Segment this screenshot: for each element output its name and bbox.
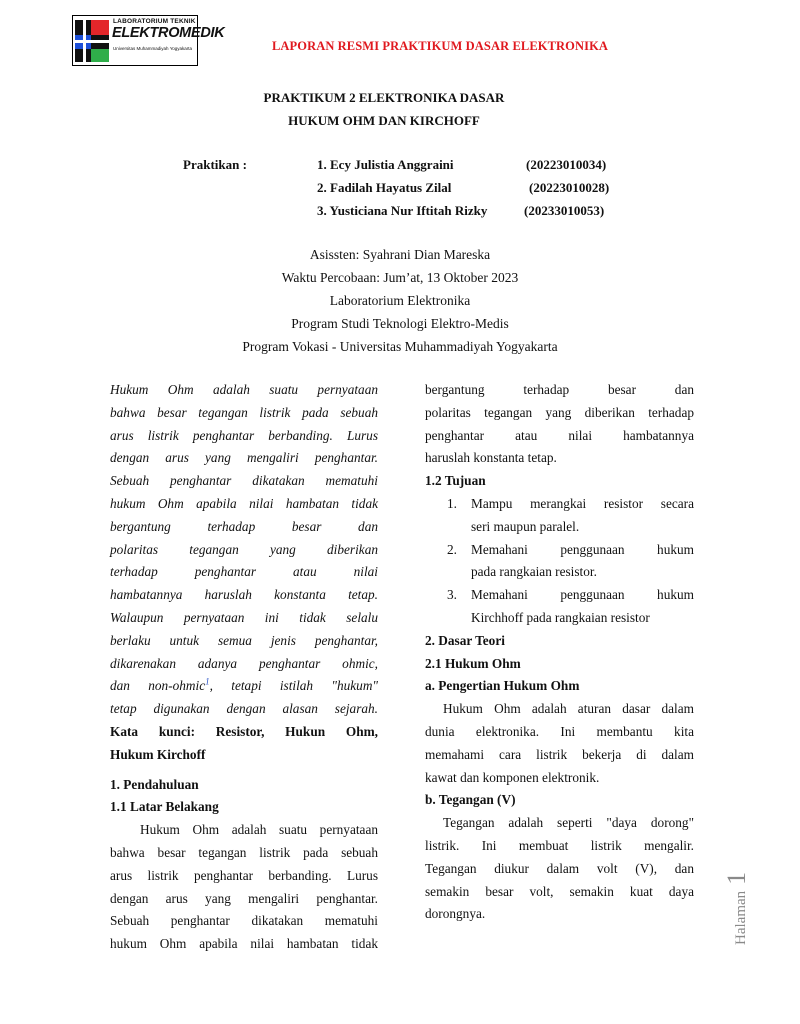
list-item: 2. Memahani penggunaan hukum pada rangkaian resistor.	[447, 541, 694, 580]
body-line: penghantar atau nilai hambatannya	[425, 427, 694, 443]
keywords-line: Kata kunci: Resistor, Hukun Ohm,	[110, 723, 378, 739]
list-item: 1. Mampu merangkai resistor secara seri maupun paralel.	[447, 495, 694, 534]
laboratory-name: Laboratorium Elektronika	[329, 293, 471, 308]
body-line: bahwa besar tegangan listrik pada sebuah	[110, 844, 378, 860]
abstract-line: terhadap penghantar atau nilai	[110, 564, 378, 580]
lab-logo	[72, 15, 225, 66]
body-line: dengan arus yang mengaliri penghantar.	[110, 890, 378, 906]
body-line: hukum Ohm apabila nilai hambatan tidak	[110, 936, 378, 952]
abstract-line: tetap digunakan dengan alasan sejarah.	[110, 701, 378, 717]
keywords-line: Hukum Kirchoff	[110, 746, 206, 762]
subsection-heading-tegangan: b. Tegangan (V)	[425, 792, 516, 808]
subsection-heading-hukum-ohm: 2.1 Hukum Ohm	[425, 655, 521, 671]
page-number: 1	[722, 871, 751, 885]
body-line: haruslah konstanta tetap.	[425, 450, 557, 466]
abstract-line: hambatannya haruslah konstanta tetap.	[110, 587, 378, 603]
body-line: polaritas tegangan yang diberikan terhadap	[425, 404, 694, 420]
experiment-time: Waktu Percobaan: Jum’at, 13 Oktober 2023	[281, 270, 519, 285]
body-line: bergantung terhadap besar dan	[425, 382, 694, 397]
practicum-subtitle: HUKUM OHM DAN KIRCHOFF	[288, 113, 480, 128]
body-line: kawat dan komponen elektronik.	[425, 769, 600, 785]
body-line: memahami cara listrik bekerja di dalam	[425, 746, 694, 762]
body-line: dunia elektronika. Ini membantu kita	[425, 723, 694, 739]
university-line: Program Vokasi - Universitas Muhammadiyah Yogyakarta	[242, 339, 558, 354]
body-line: Tegangan diukur dalam volt (V), dan	[425, 860, 694, 876]
subsection-heading-latar-belakang: 1.1 Latar Belakang	[110, 799, 219, 815]
logo-graphic	[75, 18, 113, 63]
body-line: Sebuah penghantar dikatakan mematuhi	[110, 913, 378, 929]
practicum-title: PRAKTIKUM 2 ELEKTRONIKA DASAR	[263, 90, 505, 105]
right-column	[425, 379, 694, 926]
left-column	[110, 379, 378, 956]
body-line: listrik. Ini membuat listrik mengalir.	[425, 837, 694, 853]
body-line: Hukum Ohm adalah aturan dasar dalam	[443, 701, 694, 717]
body-line: semakin besar volt, semakin kuat daya	[425, 883, 694, 899]
abstract-line: Sebuah penghantar dikatakan mematuhi	[110, 473, 378, 489]
logo-text-elektromedik: ELEKTROMEDIK	[112, 25, 225, 41]
logo-text-lab: LABORATORIUM TEKNIK	[113, 18, 196, 25]
abstract-line: arus listrik penghantar berbanding. Lurus	[110, 427, 378, 443]
abstract-line: dan non-ohmic$^1$, tetapi istilah "hukum"	[110, 676, 378, 694]
abstract-line: bergantung terhadap besar dan	[110, 518, 378, 534]
member-name: 1. Ecy Julistia Anggraini	[317, 157, 454, 172]
subsection-heading-tujuan: 1.2 Tujuan	[425, 473, 486, 489]
goals-list	[425, 493, 694, 630]
assistant-line: Asissten: Syahrani Dian Mareska	[309, 247, 491, 262]
member-name: 3. Yusticiana Nur Iftitah Rizky	[317, 203, 488, 218]
member-name: 2. Fadilah Hayatus Zilal	[317, 180, 452, 195]
footnote-link[interactable]: 1	[205, 676, 210, 687]
abstract-line: bahwa besar tegangan listrik pada sebuah	[110, 404, 378, 420]
praktikan-label: Praktikan :	[183, 157, 247, 172]
subsection-heading-pengertian: a. Pengertian Hukum Ohm	[425, 678, 580, 694]
study-program: Program Studi Teknologi Elektro-Medis	[291, 316, 509, 331]
member-nim: (20223010028)	[529, 180, 610, 195]
abstract-line: hukum Ohm apabila nilai hambatan tidak	[110, 495, 378, 511]
abstract	[110, 379, 378, 721]
body-line: Tegangan adalah seperti "daya dorong"	[443, 815, 694, 831]
list-item: 3. Memahani penggunaan hukum Kirchhoff pada rangkaian resistor	[447, 587, 694, 625]
logo-text-university: Universitas Muhammadiyah Yogyakarta	[113, 46, 193, 51]
report-header-title: LAPORAN RESMI PRAKTIKUM DASAR ELEKTRONIKA	[271, 39, 609, 53]
body-line: dorongnya.	[425, 906, 486, 922]
abstract-line: dikarenakan adanya penghantar ohmic,	[110, 655, 378, 671]
abstract-line: Walaupun pernyataan ini tidak selalu	[110, 609, 378, 625]
page-label: Halaman	[733, 890, 749, 945]
abstract-line: berlaku untuk semua jenis penghantar,	[110, 632, 378, 648]
body-line: arus listrik penghantar berbanding. Lurus	[110, 867, 378, 883]
abstract-line: polaritas tegangan yang diberikan	[110, 541, 378, 557]
body-line: Hukum Ohm adalah suatu pernyataan	[140, 822, 378, 838]
section-heading-pendahuluan: 1. Pendahuluan	[110, 776, 199, 792]
page-number-footer	[722, 815, 751, 945]
member-nim: (20233010053)	[524, 203, 605, 218]
abstract-line: dengan arus yang mengaliri penghantar.	[110, 450, 378, 466]
abstract-line: Hukum Ohm adalah suatu pernyataan	[110, 382, 378, 397]
section-heading-dasar-teori: 2. Dasar Teori	[425, 632, 505, 648]
member-nim: (20223010034)	[526, 157, 607, 172]
